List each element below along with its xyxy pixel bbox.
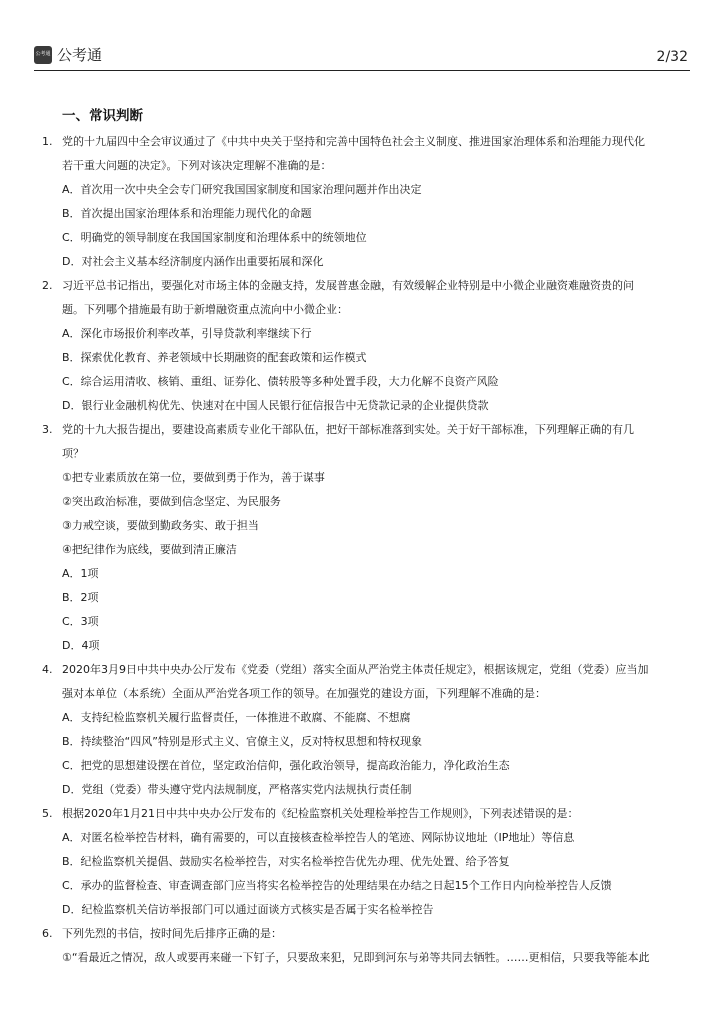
answer-option (0, 250, 724, 274)
question (0, 418, 724, 658)
question-stem-text: 2020年3月9日中共中央办公厅发布《党委（党组）落实全面从严治党主体责任规定》，根据该规定，党组（党委）应当加 (62, 663, 649, 676)
question-stem-line (0, 922, 724, 946)
question-stem-text: 习近平总书记指出，要强化对市场主体的金融支持，发展普惠金融，有效缓解企业特别是中小微企业融资难融资贵的问 (62, 279, 634, 292)
question-stem-text: 根据2020年1月21日中共中央办公厅发布的《纪检监察机关处理检举控告工作规则》，下列表述错误的是： (62, 807, 579, 820)
question-stem-line (0, 298, 724, 322)
answer-option-text: C．3项 (62, 615, 99, 628)
question-stem-text: 党的十九届四中全会审议通过了《中共中央关于坚持和完善中国特色社会主义制度、推进国家治理体系和治理能力现代化 (62, 135, 645, 148)
answer-option-text: A．深化市场报价利率改革，引导贷款利率继续下行 (62, 327, 312, 340)
answer-option (0, 898, 724, 922)
answer-option (0, 322, 724, 346)
answer-option (0, 394, 724, 418)
answer-option (0, 778, 724, 802)
question-number: 1. (42, 135, 53, 148)
answer-option (0, 586, 724, 610)
answer-option (0, 730, 724, 754)
answer-option (0, 634, 724, 658)
answer-option (0, 706, 724, 730)
answer-option (0, 226, 724, 250)
question-stem-text: ③力戒空谈，要做到勤政务实、敢于担当 (62, 519, 259, 532)
answer-option-text: B．纪检监察机关提倡、鼓励实名检举控告，对实名检举控告优先办理、优先处置、给予答复 (62, 855, 510, 868)
question-stem-line (0, 418, 724, 442)
question-stem-line (0, 682, 724, 706)
question-stem-text: 项？ (62, 447, 84, 460)
logo-badge-icon: 公考通 (34, 46, 52, 64)
question-number: 4. (42, 663, 53, 676)
answer-option (0, 202, 724, 226)
answer-option-text: A．1项 (62, 567, 99, 580)
question-stem-text: 党的十九大报告提出，要建设高素质专业化干部队伍，把好干部标准落到实处。关于好干部标准，下列理解正确的有几 (62, 423, 634, 436)
question-stem-line (0, 466, 724, 490)
answer-option-text: C．承办的监督检查、审查调查部门应当将实名检举控告的处理结果在办结之日起15个工作日内向检举控告人反馈 (62, 879, 612, 892)
answer-option (0, 346, 724, 370)
question (0, 274, 724, 418)
answer-option (0, 874, 724, 898)
question-stem-text: 题。下列哪个措施最有助于新增融资重点流向中小微企业： (62, 303, 348, 316)
answer-option-text: D．对社会主义基本经济制度内涵作出重要拓展和深化 (62, 255, 324, 268)
question-stem-line (0, 442, 724, 466)
question-stem-line (0, 514, 724, 538)
answer-option-text: B．首次提出国家治理体系和治理能力现代化的命题 (62, 207, 312, 220)
answer-option (0, 562, 724, 586)
answer-option-text: C．综合运用清收、核销、重组、证券化、债转股等多种处置手段，大力化解不良资产风险 (62, 375, 499, 388)
question-stem-line (0, 490, 724, 514)
answer-option (0, 370, 724, 394)
question-stem-line (0, 130, 724, 154)
question (0, 130, 724, 274)
answer-option-text: A．支持纪检监察机关履行监督责任，一体推进不敢腐、不能腐、不想腐 (62, 711, 411, 724)
question-stem-line (0, 658, 724, 682)
answer-option-text: D．4项 (62, 639, 100, 652)
question-stem-text: ④把纪律作为底线，要做到清正廉洁 (62, 543, 237, 556)
question-stem-text: 若干重大问题的决定》。下列对该决定理解不准确的是： (62, 159, 332, 172)
logo (34, 44, 102, 65)
answer-option-text: A．对匿名检举控告材料，确有需要的，可以直接核查检举控告人的笔迹、网际协议地址（IP地址）等信息 (62, 831, 575, 844)
answer-option-text: C．明确党的领导制度在我国国家制度和治理体系中的统领地位 (62, 231, 367, 244)
header-divider (34, 70, 690, 71)
question-stem-text: ①把专业素质放在第一位，要做到勇于作为，善于谋事 (62, 471, 325, 484)
question-stem-line (0, 946, 724, 970)
question-number: 5. (42, 807, 53, 820)
answer-option-text: D．银行业金融机构优先、快速对在中国人民银行征信报告中无贷款记录的企业提供贷款 (62, 399, 489, 412)
logo-text: 公考通 (57, 46, 103, 64)
answer-option (0, 754, 724, 778)
answer-option-text: D．党组（党委）带头遵守党内法规制度，严格落实党内法规执行责任制 (62, 783, 412, 796)
question-stem-text: 下列先烈的书信，按时间先后排序正确的是： (62, 927, 282, 940)
question-stem-text: 强对本单位（本系统）全面从严治党各项工作的领导。在加强党的建设方面，下列理解不准确的是： (62, 687, 546, 700)
answer-option (0, 850, 724, 874)
answer-option-text: D．纪检监察机关信访举报部门可以通过面谈方式核实是否属于实名检举控告 (62, 903, 434, 916)
question-number: 6. (42, 927, 53, 940)
question-stem-line (0, 274, 724, 298)
question-stem-line (0, 802, 724, 826)
answer-option (0, 178, 724, 202)
page-header (34, 44, 690, 70)
answer-option (0, 610, 724, 634)
question (0, 922, 724, 970)
question-stem-text: ②突出政治标准，要做到信念坚定、为民服务 (62, 495, 281, 508)
answer-option-text: C．把党的思想建设摆在首位，坚定政治信仰，强化政治领导，提高政治能力，净化政治生态 (62, 759, 510, 772)
question-stem-line (0, 154, 724, 178)
question-number: 2. (42, 279, 53, 292)
answer-option-text: B．持续整治“四风”特别是形式主义、官僚主义，反对特权思想和特权现象 (62, 735, 422, 748)
answer-option-text: A．首次用一次中央全会专门研究我国国家制度和国家治理问题并作出决定 (62, 183, 422, 196)
answer-option (0, 826, 724, 850)
answer-option-text: B．探索优化教育、养老领域中长期融资的配套政策和运作模式 (62, 351, 367, 364)
answer-option-text: B．2项 (62, 591, 99, 604)
page-number: 2/32 (656, 49, 688, 65)
question-list (0, 130, 724, 970)
question (0, 658, 724, 802)
section-title: 一、常识判断 (62, 108, 143, 124)
question-stem-line (0, 538, 724, 562)
question (0, 802, 724, 922)
question-number: 3. (42, 423, 53, 436)
question-stem-text: ①“看最近之情况，敌人或要再来碰一下钉子，只要敌来犯，兄即到河东与弟等共同去牺牲。……更相信，只要我等能本此 (62, 951, 650, 964)
